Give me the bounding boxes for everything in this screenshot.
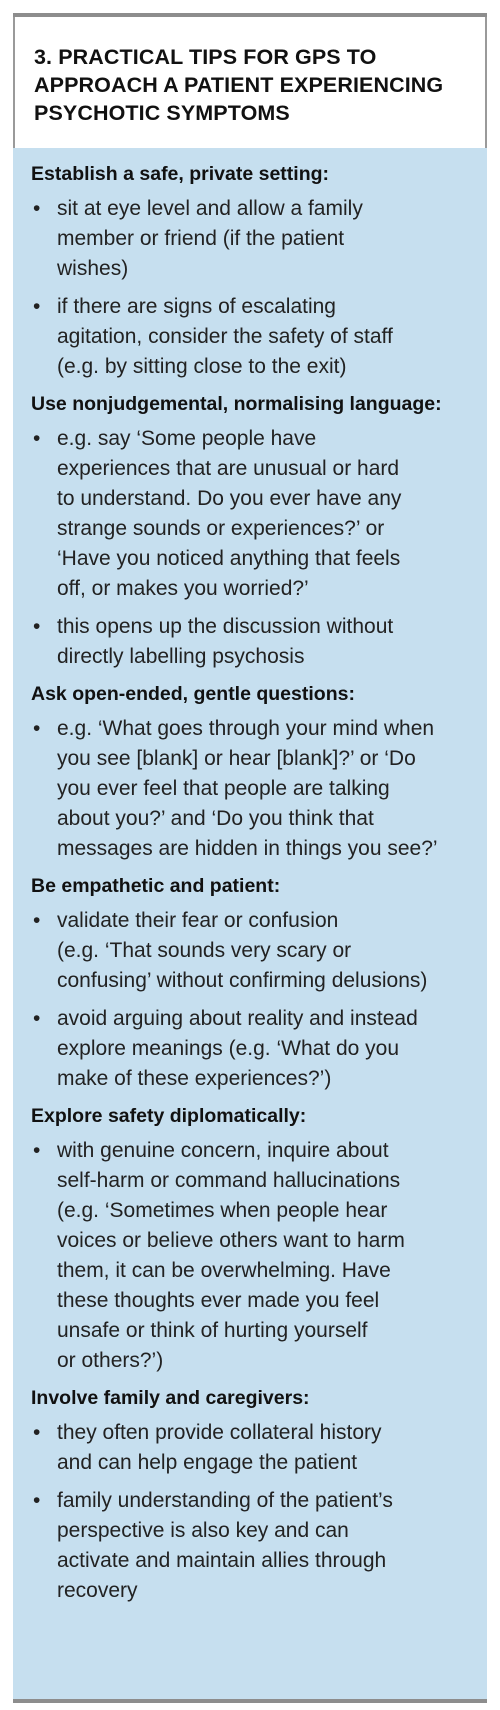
- list-item-text: family understanding of the patient’s perspective is also key and can activate and maintain allies through recovery: [57, 1489, 393, 1602]
- list-item: [31, 194, 473, 284]
- section-empathetic: [31, 874, 473, 1094]
- list-item-text: sit at eye level and allow a family member or friend (if the patient wishes): [57, 197, 363, 280]
- list-item-text: e.g. ‘What goes through your mind when you see [blank] or hear [blank]?’ or ‘Do you ever feel that people are talking about you?’ and ‘Do you think that messages are hidden in things you see?’: [57, 717, 438, 860]
- section-heading: Ask open-ended, gentle questions:: [31, 683, 355, 705]
- list-item-text: validate their fear or confusion (e.g. ‘That sounds very scary or confusing’ without confirming delusions): [57, 909, 428, 992]
- bullet-icon: •: [33, 717, 41, 740]
- bullet-list: [31, 714, 473, 864]
- section-open-questions: [31, 682, 473, 864]
- list-item-text: e.g. say ‘Some people have experiences that are unusual or hard to understand. Do you ever have any strange sounds or experiences?’ or ‘Have you noticed anything that feels off, or makes you worried?’: [57, 427, 402, 600]
- bullet-list: [31, 906, 473, 1094]
- bullet-icon: •: [33, 909, 41, 932]
- list-item: [31, 1486, 473, 1606]
- section-heading: Use nonjudgemental, normalising language:: [31, 393, 442, 415]
- list-item-text: this opens up the discussion without directly labelling psychosis: [57, 615, 394, 668]
- section-heading: Establish a safe, private setting:: [31, 163, 330, 185]
- section-heading: Explore safety diplomatically:: [31, 1105, 307, 1127]
- bullet-icon: •: [33, 295, 41, 318]
- section-normalising-language: [31, 392, 473, 672]
- list-item: [31, 1418, 473, 1478]
- section-involve-family: [31, 1386, 473, 1606]
- bullet-icon: •: [33, 1421, 41, 1444]
- bullet-icon: •: [33, 1489, 41, 1512]
- list-item-text: if there are signs of escalating agitation, consider the safety of staff (e.g. by sitting close to the exit): [57, 295, 393, 378]
- section-heading: Be empathetic and patient:: [31, 875, 281, 897]
- bullet-icon: •: [33, 615, 41, 638]
- bullet-list: [31, 1418, 473, 1606]
- section-explore-safety: [31, 1104, 473, 1376]
- tips-box: [13, 13, 487, 1703]
- list-item-text: they often provide collateral history and can help engage the patient: [57, 1421, 382, 1474]
- bullet-icon: •: [33, 197, 41, 220]
- list-item: [31, 1136, 473, 1376]
- bullet-list: [31, 1136, 473, 1376]
- section-heading: Involve family and caregivers:: [31, 1387, 310, 1409]
- box-header: [13, 17, 487, 148]
- bullet-icon: •: [33, 1007, 41, 1030]
- bottom-rule: [13, 1699, 487, 1703]
- list-item: [31, 424, 473, 604]
- list-item: [31, 612, 473, 672]
- section-safe-setting: [31, 162, 473, 382]
- bullet-list: [31, 424, 473, 672]
- list-item: [31, 906, 473, 996]
- list-item: [31, 1004, 473, 1094]
- bullet-list: [31, 194, 473, 382]
- bullet-icon: •: [33, 427, 41, 450]
- bullet-icon: •: [33, 1139, 41, 1162]
- list-item: [31, 292, 473, 382]
- box-title: 3. PRACTICAL TIPS FOR GPS TO APPROACH A PATIENT EXPERIENCING PSYCHOTIC SYMPTOMS: [34, 45, 444, 125]
- list-item: [31, 714, 473, 864]
- list-item-text: avoid arguing about reality and instead explore meanings (e.g. ‘What do you make of these experiences?’): [57, 1007, 418, 1090]
- tips-panel: [13, 148, 487, 1699]
- list-item-text: with genuine concern, inquire about self-harm or command hallucinations (e.g. ‘Sometimes when people hear voices or believe others want to harm them, it can be overwhelming. Have these thoughts ever made you feel unsafe or think of hurting yourself or others?’): [57, 1139, 405, 1372]
